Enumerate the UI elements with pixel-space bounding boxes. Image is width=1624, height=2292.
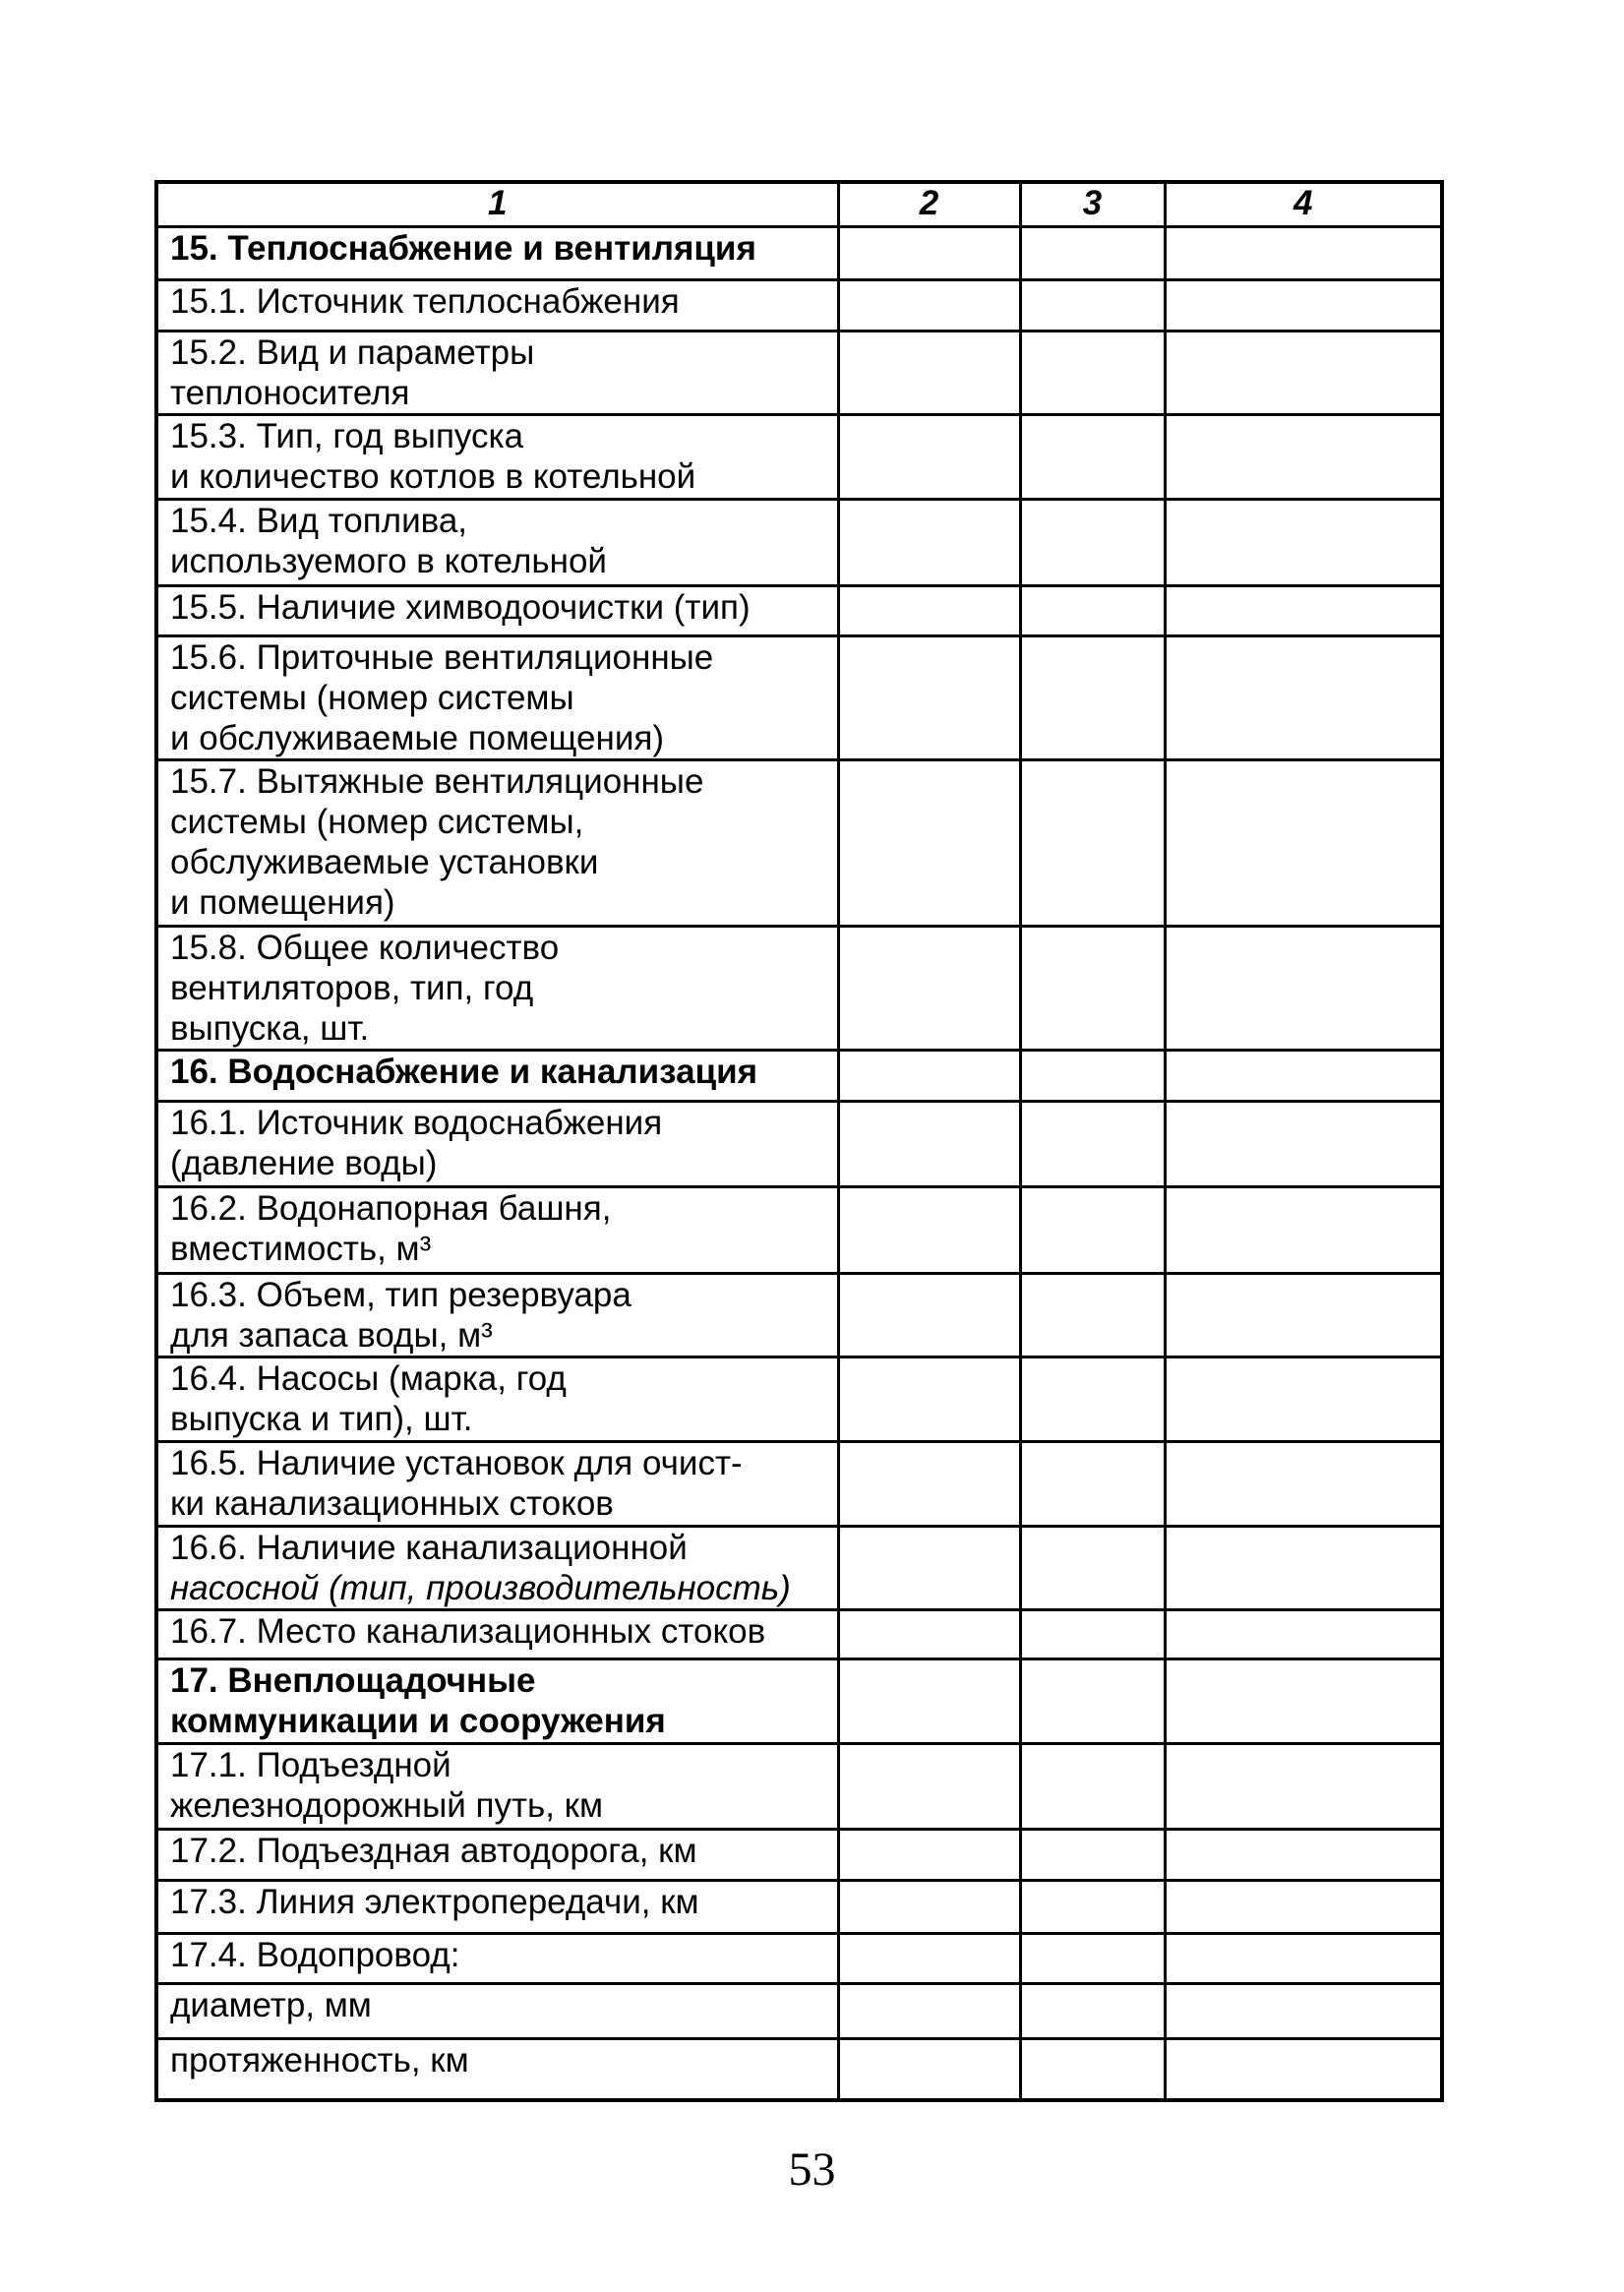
row-label-cell xyxy=(156,1934,838,1984)
value-cell-col-2[interactable] xyxy=(838,332,1020,415)
table-row xyxy=(156,280,1442,332)
row-label: 15.7. Вытяжные вентиляционные системы (номер системы, обслуживаемые установки и помещения) xyxy=(170,762,704,922)
row-label: 16. Водоснабжение и канализация xyxy=(170,1053,758,1091)
table-row xyxy=(156,1934,1442,1984)
row-label: 17.2. Подъездная автодорога, км xyxy=(170,1832,697,1870)
row-label-cell xyxy=(156,500,838,586)
section-heading-cell xyxy=(156,1051,838,1102)
column-header-3: 3 xyxy=(1020,182,1165,227)
row-label: 16.3. Объем, тип резервуара для запаса воды, м³ xyxy=(170,1276,632,1355)
row-label-cell xyxy=(156,1442,838,1527)
section-row xyxy=(156,1051,1442,1102)
value-cell-col-4[interactable] xyxy=(1165,1934,1442,1984)
value-cell-col-2[interactable] xyxy=(838,227,1020,280)
value-cell-col-4[interactable] xyxy=(1165,280,1442,332)
value-cell-col-2[interactable] xyxy=(838,500,1020,586)
row-label: 15. Теплоснабжение и вентиляция xyxy=(170,229,756,268)
value-cell-col-2[interactable] xyxy=(838,1984,1020,2039)
table-row xyxy=(156,1274,1442,1357)
value-cell-col-2[interactable] xyxy=(838,1881,1020,1934)
header-row xyxy=(156,182,1442,227)
value-cell-col-4[interactable] xyxy=(1165,1830,1442,1881)
value-cell-col-4[interactable] xyxy=(1165,1881,1442,1934)
row-label: 17.3. Линия электропередачи, км xyxy=(170,1883,699,1921)
value-cell-col-4[interactable] xyxy=(1165,1744,1442,1830)
table-row xyxy=(156,1527,1442,1610)
value-cell-col-4[interactable] xyxy=(1165,1051,1442,1102)
value-cell-col-3[interactable] xyxy=(1020,1442,1165,1527)
value-cell-col-4[interactable] xyxy=(1165,500,1442,586)
value-cell-col-2[interactable] xyxy=(838,280,1020,332)
equipment-form-table xyxy=(154,180,1444,2102)
value-cell-col-3[interactable] xyxy=(1020,1984,1165,2039)
value-cell-col-4[interactable] xyxy=(1165,636,1442,760)
value-cell-col-2[interactable] xyxy=(838,1051,1020,1102)
value-cell-col-3[interactable] xyxy=(1020,636,1165,760)
value-cell-col-4[interactable] xyxy=(1165,760,1442,927)
table-row xyxy=(156,332,1442,415)
value-cell-col-2[interactable] xyxy=(838,1527,1020,1610)
table-row xyxy=(156,500,1442,586)
value-cell-col-2[interactable] xyxy=(838,1830,1020,1881)
row-label-cell xyxy=(156,1274,838,1357)
section-row xyxy=(156,227,1442,280)
row-label-cell xyxy=(156,2039,838,2100)
row-label-cell xyxy=(156,1187,838,1274)
row-label: 15.8. Общее количество вентиляторов, тип, год выпуска, шт. xyxy=(170,929,560,1048)
value-cell-col-4[interactable] xyxy=(1165,586,1442,636)
table-row xyxy=(156,1744,1442,1830)
table-row xyxy=(156,1610,1442,1659)
value-cell-col-3[interactable] xyxy=(1020,1830,1165,1881)
value-cell-col-3[interactable] xyxy=(1020,332,1165,415)
value-cell-col-2[interactable] xyxy=(838,1659,1020,1744)
row-label-cell xyxy=(156,636,838,760)
row-label: 15.6. Приточные вентиляционные системы (номер системы и обслуживаемые помещения) xyxy=(170,638,714,757)
value-cell-col-2[interactable] xyxy=(838,1442,1020,1527)
section-row xyxy=(156,1659,1442,1744)
table-row xyxy=(156,1881,1442,1934)
row-label: 16.6. Наличие канализационной xyxy=(170,1529,688,1567)
value-cell-col-3[interactable] xyxy=(1020,1187,1165,1274)
section-heading-cell xyxy=(156,227,838,280)
value-cell-col-2[interactable] xyxy=(838,927,1020,1051)
row-label-cell xyxy=(156,1527,838,1610)
row-label: 17. Внеплощадочные коммуникации и сооружения xyxy=(170,1661,666,1740)
row-label-cell xyxy=(156,1610,838,1659)
value-cell-col-3[interactable] xyxy=(1020,1744,1165,1830)
value-cell-col-2[interactable] xyxy=(838,760,1020,927)
value-cell-col-4[interactable] xyxy=(1165,332,1442,415)
value-cell-col-4[interactable] xyxy=(1165,1442,1442,1527)
value-cell-col-4[interactable] xyxy=(1165,415,1442,500)
value-cell-col-4[interactable] xyxy=(1165,1187,1442,1274)
row-label-cell xyxy=(156,332,838,415)
table-row xyxy=(156,415,1442,500)
value-cell-col-2[interactable] xyxy=(838,1744,1020,1830)
value-cell-col-3[interactable] xyxy=(1020,280,1165,332)
value-cell-col-2[interactable] xyxy=(838,1102,1020,1187)
column-header-1: 1 xyxy=(156,182,838,227)
page-number: 53 xyxy=(788,2143,836,2196)
row-label-italic: насосной (тип, производительность) xyxy=(170,1569,791,1607)
value-cell-col-4[interactable] xyxy=(1165,227,1442,280)
value-cell-col-4[interactable] xyxy=(1165,1357,1442,1442)
row-label-cell xyxy=(156,1102,838,1187)
value-cell-col-3[interactable] xyxy=(1020,1659,1165,1744)
row-label: 15.1. Источник теплоснабжения xyxy=(170,282,680,321)
table-row xyxy=(156,1984,1442,2039)
column-header-4: 4 xyxy=(1165,182,1442,227)
row-label: протяженность, км xyxy=(170,2041,469,2080)
row-label-cell xyxy=(156,415,838,500)
value-cell-col-3[interactable] xyxy=(1020,227,1165,280)
row-label: 15.4. Вид топлива, используемого в котельной xyxy=(170,502,607,580)
value-cell-col-3[interactable] xyxy=(1020,1274,1165,1357)
row-label-cell xyxy=(156,760,838,927)
row-label-cell xyxy=(156,280,838,332)
row-label-cell xyxy=(156,1357,838,1442)
row-label: 15.2. Вид и параметры теплоносителя xyxy=(170,333,535,412)
value-cell-col-2[interactable] xyxy=(838,1357,1020,1442)
value-cell-col-3[interactable] xyxy=(1020,2039,1165,2100)
value-cell-col-3[interactable] xyxy=(1020,586,1165,636)
row-label: 16.7. Место канализационных стоков xyxy=(170,1612,766,1651)
value-cell-col-2[interactable] xyxy=(838,636,1020,760)
value-cell-col-3[interactable] xyxy=(1020,1102,1165,1187)
value-cell-col-4[interactable] xyxy=(1165,1102,1442,1187)
row-label-cell xyxy=(156,927,838,1051)
column-header-2: 2 xyxy=(838,182,1020,227)
value-cell-col-2[interactable] xyxy=(838,1187,1020,1274)
table-row xyxy=(156,1102,1442,1187)
table-row xyxy=(156,1830,1442,1881)
value-cell-col-3[interactable] xyxy=(1020,500,1165,586)
value-cell-col-3[interactable] xyxy=(1020,927,1165,1051)
value-cell-col-3[interactable] xyxy=(1020,1610,1165,1659)
table-row xyxy=(156,927,1442,1051)
value-cell-col-3[interactable] xyxy=(1020,1527,1165,1610)
value-cell-col-2[interactable] xyxy=(838,2039,1020,2100)
row-label: 16.4. Насосы (марка, год выпуска и тип), шт. xyxy=(170,1359,567,1438)
value-cell-col-3[interactable] xyxy=(1020,760,1165,927)
table-row xyxy=(156,760,1442,927)
table-row xyxy=(156,1357,1442,1442)
value-cell-col-4[interactable] xyxy=(1165,2039,1442,2100)
row-label-cell xyxy=(156,1830,838,1881)
table-row xyxy=(156,1442,1442,1527)
row-label-cell xyxy=(156,1984,838,2039)
value-cell-col-2[interactable] xyxy=(838,1934,1020,1984)
value-cell-col-4[interactable] xyxy=(1165,1610,1442,1659)
row-label-cell xyxy=(156,1881,838,1934)
value-cell-col-3[interactable] xyxy=(1020,1357,1165,1442)
value-cell-col-4[interactable] xyxy=(1165,927,1442,1051)
value-cell-col-2[interactable] xyxy=(838,1274,1020,1357)
row-label: 16.5. Наличие установок для очист- ки канализационных стоков xyxy=(170,1444,743,1523)
row-label: 17.4. Водопровод: xyxy=(170,1936,460,1974)
row-label: 16.2. Водонапорная башня, вместимость, м³ xyxy=(170,1189,612,1268)
value-cell-col-4[interactable] xyxy=(1165,1527,1442,1610)
value-cell-col-3[interactable] xyxy=(1020,1934,1165,1984)
row-label-cell xyxy=(156,586,838,636)
row-label: диаметр, мм xyxy=(170,1986,372,2024)
row-label: 15.5. Наличие химводоочистки (тип) xyxy=(170,588,751,627)
value-cell-col-4[interactable] xyxy=(1165,1274,1442,1357)
table-row xyxy=(156,1187,1442,1274)
row-label: 15.3. Тип, год выпуска и количество котлов в котельной xyxy=(170,417,696,496)
value-cell-col-2[interactable] xyxy=(838,415,1020,500)
value-cell-col-4[interactable] xyxy=(1165,1659,1442,1744)
value-cell-col-4[interactable] xyxy=(1165,1984,1442,2039)
value-cell-col-3[interactable] xyxy=(1020,1881,1165,1934)
row-label-cell xyxy=(156,1744,838,1830)
table-row xyxy=(156,636,1442,760)
value-cell-col-3[interactable] xyxy=(1020,415,1165,500)
value-cell-col-2[interactable] xyxy=(838,1610,1020,1659)
row-label: 16.1. Источник водоснабжения (давление воды) xyxy=(170,1104,663,1182)
row-label: 17.1. Подъездной железнодорожный путь, км xyxy=(170,1746,604,1825)
section-heading-cell xyxy=(156,1659,838,1744)
table-row xyxy=(156,586,1442,636)
table-body xyxy=(156,227,1442,2100)
table-row xyxy=(156,2039,1442,2100)
value-cell-col-3[interactable] xyxy=(1020,1051,1165,1102)
value-cell-col-2[interactable] xyxy=(838,586,1020,636)
